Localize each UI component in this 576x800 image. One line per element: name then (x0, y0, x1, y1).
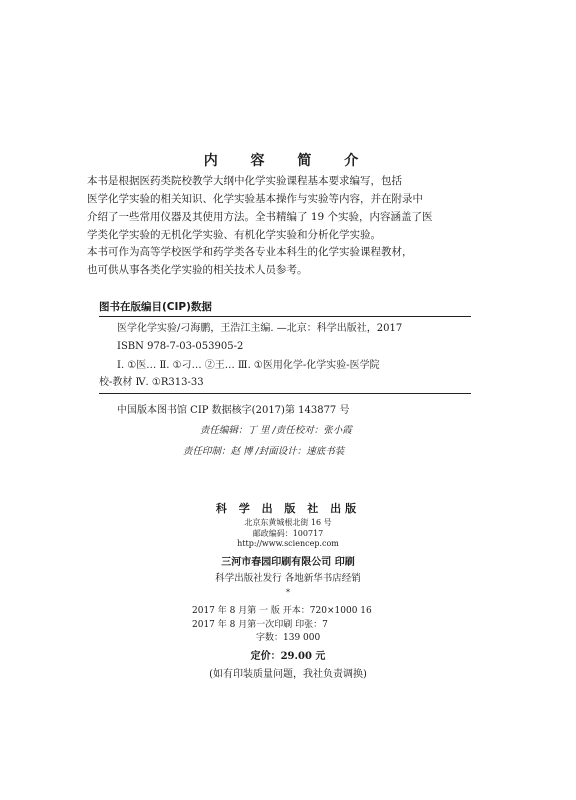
cip-record-number: 中国版本图书馆 CIP 数据核字(2017)第 143877 号 (117, 405, 350, 416)
edition-info: 2017 年 8 月第 一 版 开本：720×1000 16 (192, 606, 372, 616)
editor-credits: 责任编辑：丁 里 /责任校对：张小霞 (200, 425, 352, 436)
cip-divider-top (99, 316, 471, 317)
printing-info: 2017 年 8 月第一次印刷 印张：7 (192, 620, 328, 630)
summary-line: 本书是根据医药类院校教学大纲中化学实验课程基本要求编写，包括 (87, 175, 402, 187)
cip-title-line: 医学化学实验/刁海鹏，王浩江主编. —北京：科学出版社，2017 (117, 323, 403, 334)
cip-classification: Ⅰ. ①医… Ⅱ. ①刁… ②王… Ⅲ. ①医用化学-化学实验-医学院 (117, 360, 380, 371)
cip-heading: 图书在版编目(CIP)数据 (99, 301, 212, 313)
quality-note: (如有印装质量问题，我社负责调换) (209, 669, 367, 680)
summary-line: 医学化学实验的相关知识、化学实验基本操作与实验等内容，并在附录中 (87, 193, 423, 205)
distribution-info: 科学出版社发行 各地新华书店经销 (215, 573, 361, 584)
separator-asterisk: * (286, 588, 290, 597)
publisher-address: 北京东黄城根北街 16 号 (244, 518, 332, 527)
summary-title: 内 容 简 介 (203, 153, 373, 169)
cip-classification-cont: 校-教材 Ⅳ. ①R313-33 (99, 377, 204, 388)
production-credits: 责任印制：赵 博 /封面设计：速底书装 (183, 446, 345, 457)
printer-name: 三河市春园印刷有限公司 印刷 (221, 557, 355, 568)
word-count: 字数：139 000 (256, 633, 321, 643)
publisher-zip: 邮政编码：100717 (252, 529, 324, 538)
summary-line: 也可供从事各类化学实验的相关技术人员参考。 (87, 264, 308, 276)
summary-paragraph-1 (87, 172, 487, 244)
summary-paragraph-2 (87, 243, 487, 279)
cip-isbn: ISBN 978-7-03-053905-2 (117, 341, 244, 352)
summary-line: 学类化学实验的无机化学实验、有机化学实验和分析化学实验。 (87, 229, 381, 241)
summary-line: 介绍了一些常用仪器及其使用方法。全书精编了 19 个实验，内容涵盖了医 (87, 211, 433, 223)
publisher-name: 科 学 出 版 社 出版 (215, 502, 361, 515)
publisher-website: http://www.sciencep.com (237, 539, 339, 548)
price: 定价：29.00 元 (250, 651, 326, 662)
summary-line: 本书可作为高等学校医学和药学类各专业本科生的化学实验课程教材， (87, 246, 413, 258)
cip-divider-bottom (99, 393, 471, 394)
